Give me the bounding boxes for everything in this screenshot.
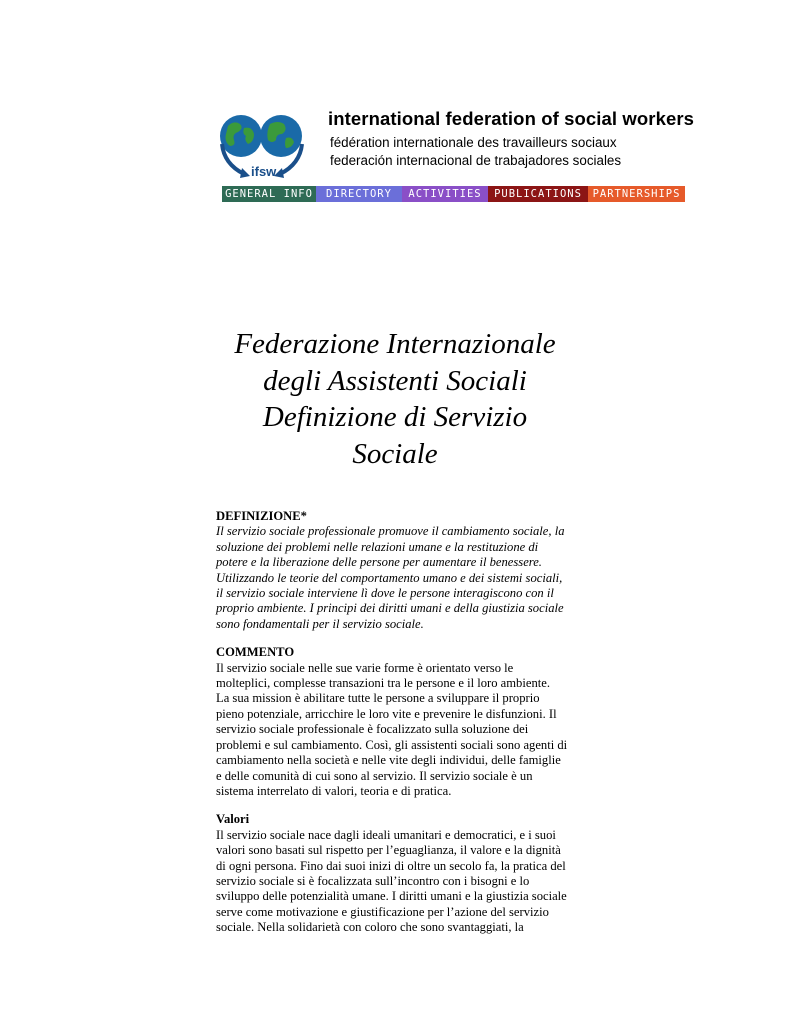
text-line: problemi e sul cambiamento. Così, gli assistenti sociali sono agenti di (216, 737, 568, 752)
text-line: La sua mission è abilitare tutte le persone a sviluppare il proprio (216, 691, 540, 706)
org-name-french: fédération internationale des travailleurs sociaux (330, 135, 617, 150)
title-line: Definizione di Servizio (262, 401, 528, 433)
org-name-english: international federation of social workers (328, 108, 695, 129)
definition-heading: DEFINIZIONE* (216, 509, 307, 523)
text-line: e delle comunità di cui sono al servizio. Il servizio sociale è un (216, 768, 533, 783)
nav-bar (222, 186, 685, 202)
text-line: sono fondamentali per il servizio sociale. (216, 616, 424, 631)
text-line: sistema interrelato di valori, teoria e di pratica. (216, 783, 452, 798)
nav-partnerships[interactable]: PARTNERSHIPS (588, 186, 685, 202)
nav-directory[interactable]: DIRECTORY (316, 186, 402, 202)
commento-paragraph (216, 661, 576, 800)
document-body (216, 509, 576, 936)
text-line: serve come motivazione e giustificazione per l’azione del servizio (216, 904, 549, 919)
text-line: cambiamento nella società e nelle vite degli individui, delle famiglie (216, 753, 561, 768)
org-name-spanish: federación internacional de trabajadores sociales (330, 153, 622, 168)
document-title (200, 326, 590, 472)
nav-publications[interactable]: PUBLICATIONS (488, 186, 588, 202)
text-line: sviluppo delle potenzialità umane. I diritti umani e la giustizia sociale (216, 889, 567, 904)
nav-general-info[interactable]: GENERAL INFO (222, 186, 316, 202)
text-line: Il servizio sociale nelle sue varie forme è orientato verso le (216, 660, 514, 675)
valori-heading: Valori (216, 812, 250, 827)
valori-paragraph (216, 828, 576, 936)
text-line: Utilizzando le teorie del comportamento umano e dei sistemi sociali, (216, 570, 563, 585)
text-line: servizio sociale si è focalizzata sull’incontro con i bisogni e lo (216, 873, 530, 888)
text-line: valori sono basati sul rispetto per l’eguaglianza, il valore e la dignità (216, 843, 561, 858)
text-line: soluzione dei problemi nelle relazioni umane e la restituzione di (216, 539, 539, 554)
text-line: sociale. Nella solidarietà con coloro che sono svantaggiati, la (216, 920, 524, 935)
text-line: Il servizio sociale nace dagli ideali umanitari e democratici, e i suoi (216, 827, 556, 842)
text-line: pieno potenziale, arricchire le loro vite e prevenire le disfunzioni. Il (216, 706, 557, 721)
text-line: molteplici, complesse transazioni tra le persone e il loro ambiente. (216, 676, 550, 691)
text-line: servizio sociale professionale è focalizzato sulla soluzione dei (216, 722, 529, 737)
definition-paragraph (216, 524, 576, 632)
text-line: di ogni persona. Fino dai suoi inizi di oltre un secolo fa, la pratica del (216, 858, 566, 873)
commento-heading: COMMENTO (216, 645, 295, 660)
text-line: il servizio sociale interviene lì dove le persone interagiscono con il (216, 586, 554, 601)
title-line: degli Assistenti Sociali (263, 364, 527, 397)
title-line: Federazione Internazionale (234, 328, 556, 360)
text-line: potere e la liberazione delle persone per aumentare il benessere. (216, 555, 542, 570)
logo-text: ifsw (251, 164, 277, 179)
title-line: Sociale (352, 437, 438, 470)
text-line: proprio ambiente. I principi dei diritti umani e della giustizia sociale (216, 601, 564, 616)
ifsw-logo (214, 108, 310, 186)
nav-activities[interactable]: ACTIVITIES (402, 186, 488, 202)
text-line: Il servizio sociale professionale promuove il cambiamento sociale, la (216, 524, 565, 539)
